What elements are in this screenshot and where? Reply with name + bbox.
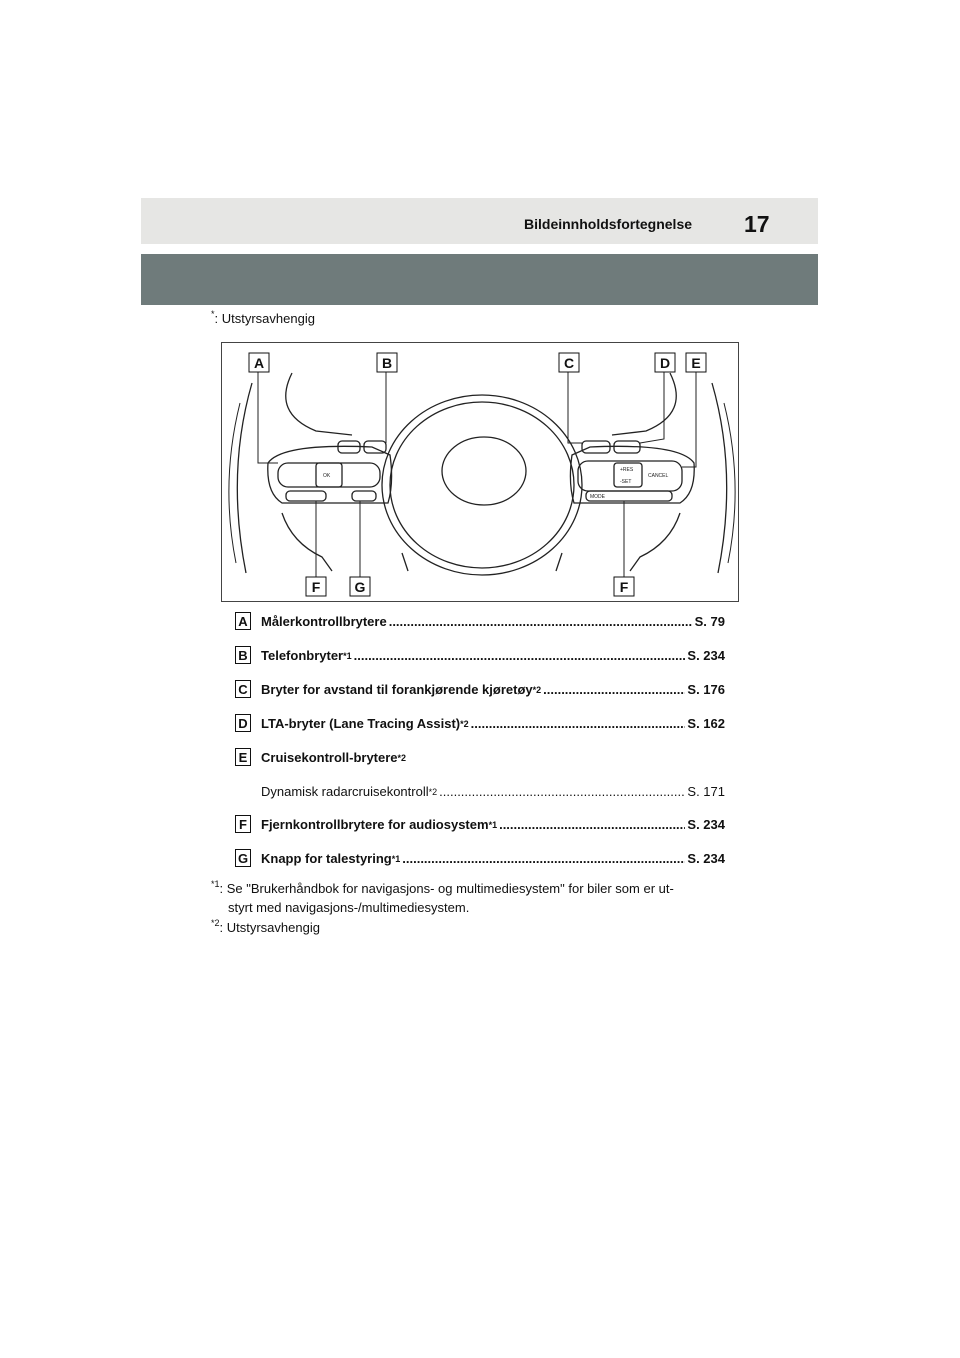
footnote-mark: *1 (211, 878, 220, 889)
item-page[interactable]: S. 79 (694, 614, 725, 629)
wheel-hub-inner (390, 402, 574, 568)
item-letter: G (235, 849, 251, 867)
list-item (235, 748, 725, 768)
mode-label: MODE (590, 494, 605, 500)
item-entry (261, 614, 725, 629)
item-entry: Knapp for talestyring $^{*1}$ ..... S. 234 (261, 851, 725, 866)
item-label: Dynamisk radarcruisekontroll (261, 784, 429, 799)
item-label: Knapp for talestyring (261, 851, 392, 866)
equipment-note (211, 308, 315, 326)
footnote-2 (211, 918, 731, 937)
item-letter: E (235, 748, 251, 766)
hub-lower-right (556, 553, 562, 571)
callout-a: A (253, 355, 265, 371)
list-item[interactable] (235, 782, 725, 802)
item-letter: C (235, 680, 251, 698)
list-item[interactable] (235, 849, 725, 869)
item-label: Telefonbryter (261, 648, 344, 663)
callout-c: C (563, 355, 575, 371)
item-page[interactable]: S. 234 (687, 851, 725, 866)
upper-right-spoke (612, 373, 676, 435)
item-entry: LTA-bryter (Lane Tracing Assist) $^{*2}$ ..... S. 162 (261, 716, 725, 731)
res-label: +RES (620, 467, 634, 473)
leader-a (258, 369, 278, 463)
wheel-rim-right-inner (724, 403, 735, 563)
volume-switch (286, 491, 326, 501)
upper-left-spoke (286, 373, 352, 435)
item-label: Fjernkontrollbrytere for audiosystem (261, 817, 489, 832)
list-item[interactable] (235, 612, 725, 632)
footnote-line: styrt med navigasjons-/multimediesystem. (228, 900, 470, 915)
steering-wheel-illustration (222, 343, 739, 602)
set-label: -SET (620, 479, 632, 485)
footnote-line: : Se "Brukerhåndbok for navigasjons- og multimediesystem" for biler som er ut- (219, 881, 674, 896)
steering-wheel-figure (221, 342, 739, 602)
page-number: 17 (744, 211, 770, 237)
item-entry: Dynamisk radarcruisekontroll $^{*2}$ ..... S. 171 (261, 784, 725, 799)
callout-b: B (381, 355, 393, 371)
callout-d: D (659, 355, 671, 371)
item-letter: B (235, 646, 251, 664)
list-item[interactable] (235, 714, 725, 734)
item-page[interactable]: S. 234 (687, 817, 725, 832)
note-mark: * (211, 308, 215, 319)
header-bar (141, 198, 818, 244)
section-band (141, 254, 818, 305)
hub-lower-left (402, 553, 408, 571)
wheel-rim-left (237, 383, 252, 573)
lower-right-spoke (630, 513, 680, 571)
ok-label: OK (323, 473, 331, 479)
emblem-ellipse (442, 437, 526, 505)
wheel-rim-right (712, 383, 727, 573)
voice-switch (352, 491, 376, 501)
item-letter: D (235, 714, 251, 732)
item-label: Bryter for avstand til forankjørende kjøretøy (261, 682, 533, 697)
item-entry: Cruisekontroll-brytere $^{*2}$ (261, 750, 407, 765)
item-page[interactable]: S. 162 (687, 716, 725, 731)
footnote-line: : Utstyrsavhengig (219, 920, 320, 935)
callout-f-left: F (311, 579, 321, 595)
wheel-hub-outer (382, 395, 582, 575)
lower-left-spoke (282, 513, 332, 571)
item-page[interactable]: S. 171 (687, 784, 725, 799)
note-text: : Utstyrsavhengig (214, 311, 315, 326)
footnote-mark: *2 (211, 917, 220, 928)
callout-g: G (354, 579, 366, 595)
list-item[interactable] (235, 646, 725, 666)
callout-f-right: F (619, 579, 629, 595)
item-entry: Bryter for avstand til forankjørende kjøretøy $^{*2}$ ..... S. 176 (261, 682, 725, 697)
item-page[interactable]: S. 234 (687, 648, 725, 663)
item-page[interactable]: S. 176 (687, 682, 725, 697)
item-entry: Fjernkontrollbrytere for audiosystem $^{*1}$ ..... S. 234 (261, 817, 725, 832)
item-letter: F (235, 815, 251, 833)
list-item[interactable] (235, 680, 725, 700)
leader-c (568, 369, 582, 443)
item-letter: A (235, 612, 251, 630)
cancel-label: CANCEL (648, 473, 669, 479)
callout-e: E (691, 355, 701, 371)
wheel-rim-left-inner (229, 403, 240, 563)
item-label: Målerkontrollbrytere (261, 614, 387, 629)
right-switch-panel (570, 446, 694, 503)
list-item[interactable] (235, 815, 725, 835)
item-label: Cruisekontroll-brytere (261, 750, 398, 765)
section-title: Bildeinnholdsfortegnelse (524, 216, 693, 232)
item-label: LTA-bryter (Lane Tracing Assist) (261, 716, 461, 731)
item-entry: Telefonbryter $^{*1}$ ..... S. 234 (261, 648, 725, 663)
footnote-1 (211, 879, 731, 917)
leader-e (682, 369, 696, 467)
